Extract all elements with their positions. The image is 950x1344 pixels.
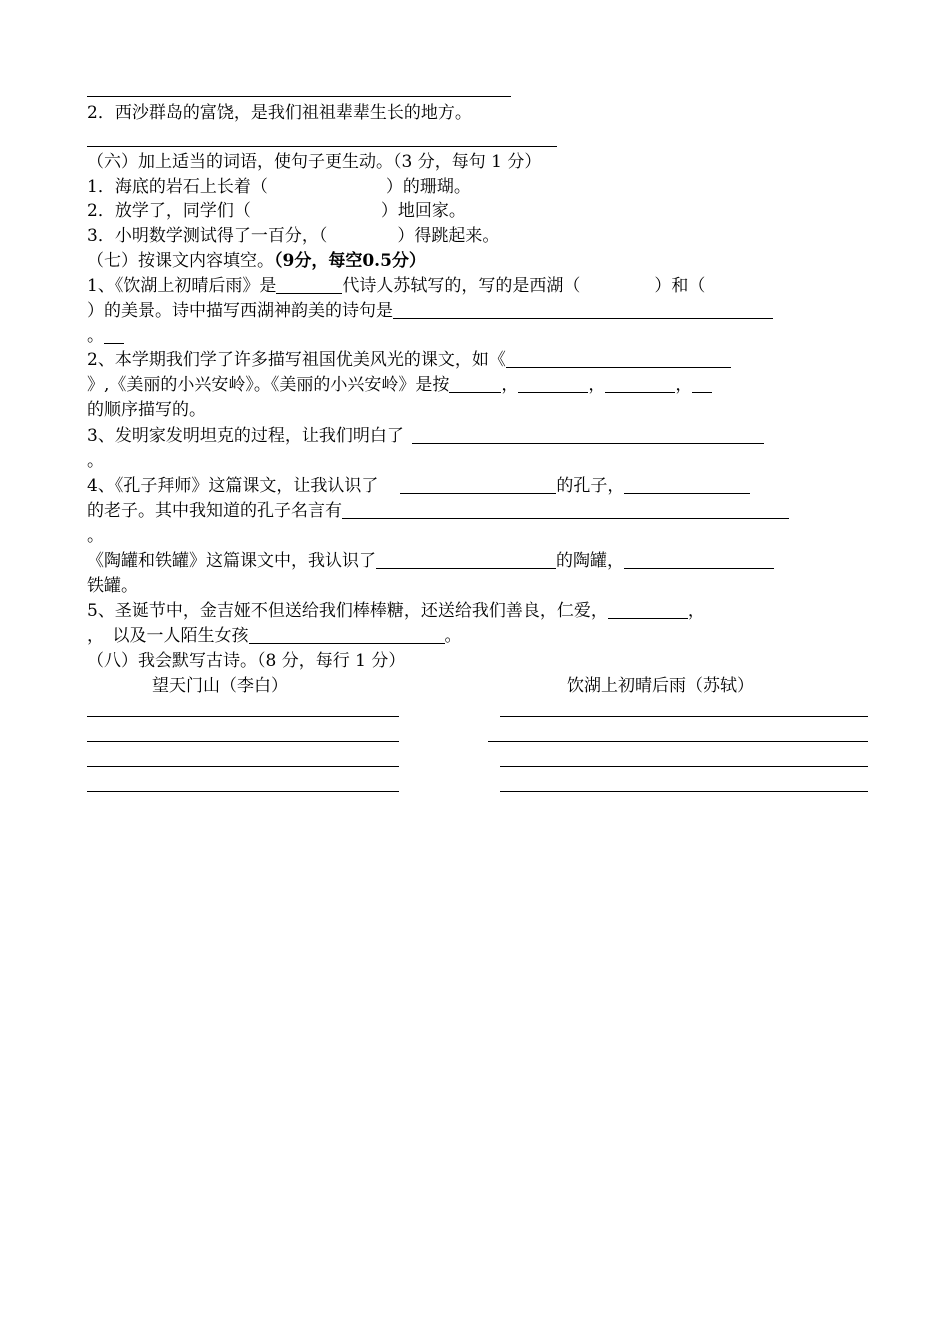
poem-left-line-4[interactable]: [87, 791, 399, 792]
sec7-q3-line1: 3、发明家发明坦克的过程，让我们明白了: [87, 424, 764, 448]
answer-line: [87, 96, 511, 97]
sec6-item1: 1．海底的岩石上长着（ ）的珊瑚。: [87, 177, 471, 197]
sec6-title: （六）加上适当的词语，使句子更生动。（3 分，每句 1 分）: [87, 152, 542, 172]
sec8-title: （八）我会默写古诗。（8 分，每行 1 分）: [87, 651, 406, 671]
answer-blank[interactable]: [393, 300, 773, 319]
sec7-q1-line2: ）的美景。诗中描写西湖神韵美的诗句是: [87, 299, 773, 323]
poem-right-line-3[interactable]: [500, 766, 868, 767]
sec7-title: （七）按课文内容填空。（9分，每空0.5分）: [87, 251, 426, 271]
poem-right-line-2[interactable]: [488, 741, 868, 742]
answer-line: [87, 146, 557, 147]
sec7-q1-line1: 1、《饮湖上初晴后雨》是 代诗人苏轼写的，写的是西湖（ ）和（: [87, 276, 706, 296]
answer-blank[interactable]: [506, 349, 731, 368]
sec7-q4-line5: 铁罐。: [87, 576, 138, 596]
sec7-q5-line1: 5、圣诞节中，金吉娅不但送给我们棒棒糖，还送给我们善良，仁爱， ，: [87, 601, 705, 621]
poem-left-line-3[interactable]: [87, 766, 399, 767]
sec7-q4-line4: 《陶罐和铁罐》这篇课文中，我认识了 的陶罐，: [87, 549, 774, 573]
sec7-q3-line2: 。: [87, 451, 104, 471]
sec7-q4-line1: 4、《孔子拜师》这篇课文，让我认识了 的孔子，: [87, 474, 750, 498]
poem-title-right: 饮湖上初晴后雨（苏轼）: [567, 676, 754, 696]
poem-right-line-4[interactable]: [500, 791, 868, 792]
sec6-item2: 2．放学了，同学们（ ）地回家。: [87, 201, 466, 221]
sec7-q2-line1: 2、本学期我们学了许多描写祖国优美风光的课文，如《: [87, 348, 731, 372]
sec7-q1-line3: 。: [87, 324, 124, 348]
sec7-q2-line3: 的顺序描写的。: [87, 400, 206, 420]
sec7-q2-line2: 》,《美丽的小兴安岭》。《美丽的小兴安岭》是按 ， ， ，: [87, 373, 712, 397]
sec7-q4-line3: 。: [87, 526, 104, 546]
answer-blank[interactable]: [342, 500, 789, 519]
sec6-item3: 3．小明数学测试得了一百分，（ ）得跳起来。: [87, 226, 500, 246]
sec7-q5-line2: ， 以及一人陌生女孩 。: [87, 626, 462, 646]
sec7-q4-line2: 的老子。其中我知道的孔子名言有: [87, 499, 789, 523]
sec5-item2: 2．西沙群岛的富饶，是我们祖祖辈辈生长的地方。: [87, 103, 472, 123]
poem-left-line-2[interactable]: [87, 741, 399, 742]
poem-left-line-1[interactable]: [87, 716, 399, 717]
answer-blank[interactable]: [412, 425, 764, 444]
poem-right-line-1[interactable]: [500, 716, 868, 717]
poem-title-left: 望天门山（李白）: [152, 676, 288, 696]
